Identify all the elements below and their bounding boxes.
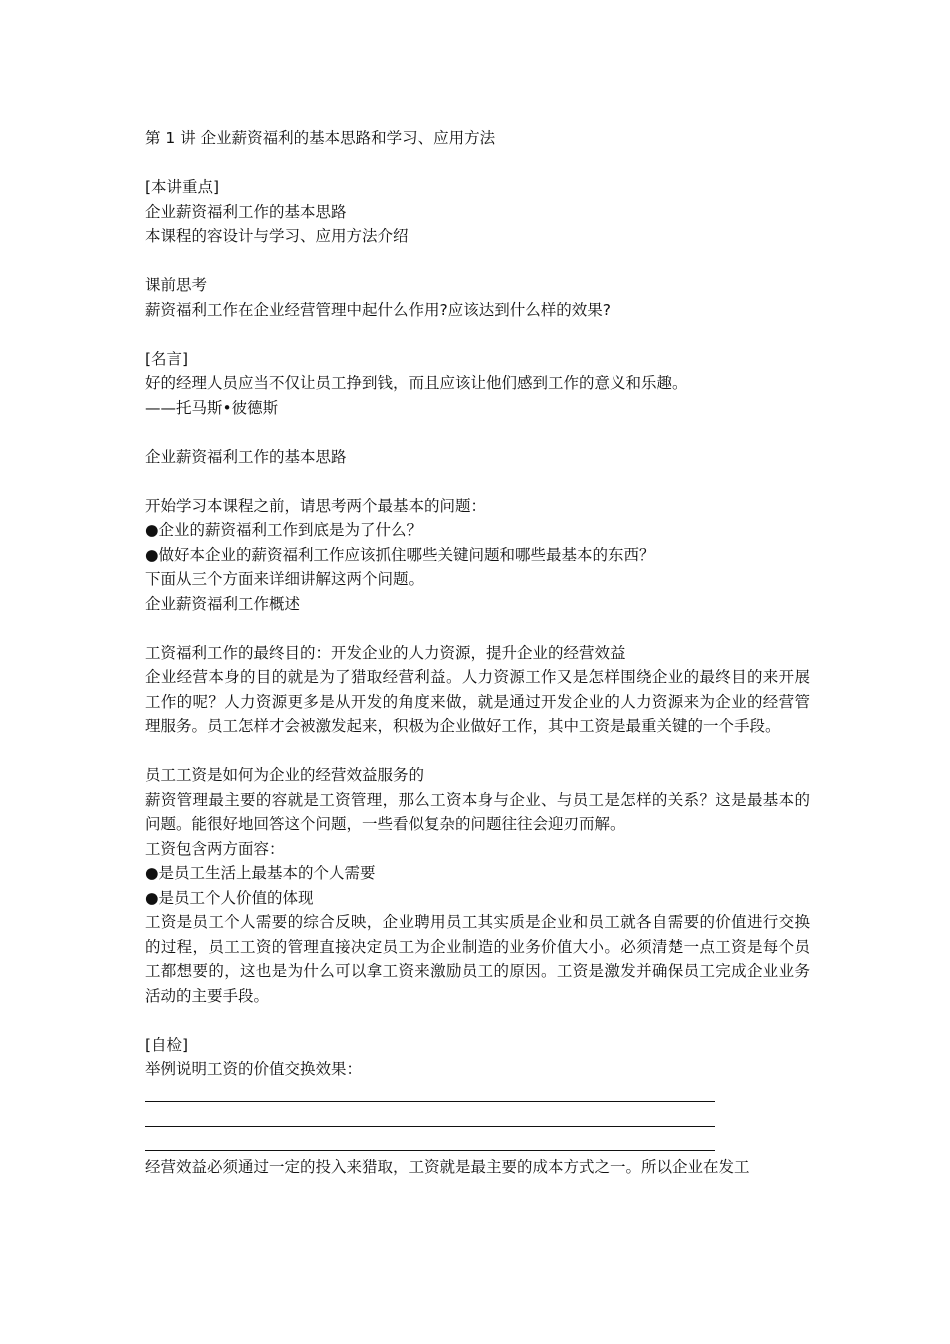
prethink-heading: 课前思考 — [145, 276, 208, 294]
spacer — [145, 322, 810, 347]
goal-paragraph: 企业经营本身的目的就是为了猎取经营利益。人力资源工作又是怎样围绕企业的最终目的来开展工作的呢？人力资源更多是从开发的角度来做，就是通过开发企业的人力资源来为企业的经营管理服务。员工怎样才会被激发起来，积极为企业做好工作，其中工资是最重关键的一个手段。 — [145, 668, 810, 735]
wages-bullet: ●是员工个人价值的体现 — [145, 888, 314, 907]
focus-item: 企业薪资福利工作的基本思路 — [145, 202, 347, 221]
wages-paragraph: 薪资管理最主要的容就是工资管理，那么工资本身与企业、与员工是怎样的关系？这是最基本的问题。能很好地回答这个问题，一些看似复杂的问题往往会迎刃而解。 — [145, 790, 810, 833]
spacer — [145, 1008, 810, 1033]
quote-heading: [名言] — [145, 349, 189, 368]
section-title: 企业薪资福利工作的基本思路 — [145, 447, 347, 466]
overview-heading: 企业薪资福利工作概述 — [145, 594, 301, 613]
closing-text: 经营效益必须通过一定的投入来猎取，工资就是最主要的成本方式之一。所以企业在发工 — [145, 1158, 750, 1176]
intro-bullet: ●企业的薪资福利工作到底是为了什么？ — [145, 521, 423, 539]
spacer — [145, 420, 810, 445]
spacer — [145, 616, 810, 641]
document-page — [145, 126, 810, 1180]
quote-text: 好的经理人员应当不仅让员工挣到钱，而且应该让他们感到工作的意义和乐趣。 — [145, 374, 688, 392]
quote-author: ——托马斯•彼德斯 — [145, 398, 279, 417]
spacer — [145, 151, 810, 176]
wages-bullet: ●是员工生活上最基本的个人需要 — [145, 864, 376, 882]
spacer — [145, 739, 810, 764]
wages-includes: 工资包含两方面容： — [145, 839, 285, 858]
wages-conclusion: 工资是员工个人需要的综合反映，企业聘用员工其实质是企业和员工就各自需要的价值进行交换的过程，员工工资的管理直接决定员工为企业制造的业务价值大小。必须清楚一点工资是每个员工都想要的，这也是为什么可以拿工资来激励员工的原因。工资是激发并确保员工完成企业业务活动的主要手段。 — [145, 913, 810, 1005]
selfcheck-prompt: 举例说明工资的价值交换效果： — [145, 1060, 363, 1078]
selfcheck-heading: [自检] — [145, 1035, 189, 1054]
spacer — [145, 469, 810, 494]
focus-item: 本课程的容设计与学习、应用方法介绍 — [145, 227, 409, 245]
spacer — [145, 249, 810, 274]
answer-line[interactable] — [145, 1082, 715, 1107]
lecture-title: 第 1 讲 企业薪资福利的基本思路和学习、应用方法 — [145, 129, 496, 147]
answer-line[interactable] — [145, 1131, 715, 1156]
goal-heading: 工资福利工作的最终目的：开发企业的人力资源，提升企业的经营效益 — [145, 643, 626, 662]
intro-lead: 开始学习本课程之前，请思考两个最基本的问题： — [145, 496, 487, 515]
intro-followup: 下面从三个方面来详细讲解这两个问题。 — [145, 570, 425, 588]
focus-heading: [本讲重点] — [145, 178, 220, 196]
wages-heading: 员工工资是如何为企业的经营效益服务的 — [145, 766, 425, 784]
answer-line[interactable] — [145, 1106, 715, 1131]
intro-bullet: ●做好本企业的薪资福利工作应该抓住哪些关键问题和哪些最基本的东西？ — [145, 545, 655, 564]
prethink-question: 薪资福利工作在企业经营管理中起什么作用?应该达到什么样的效果? — [145, 300, 611, 319]
